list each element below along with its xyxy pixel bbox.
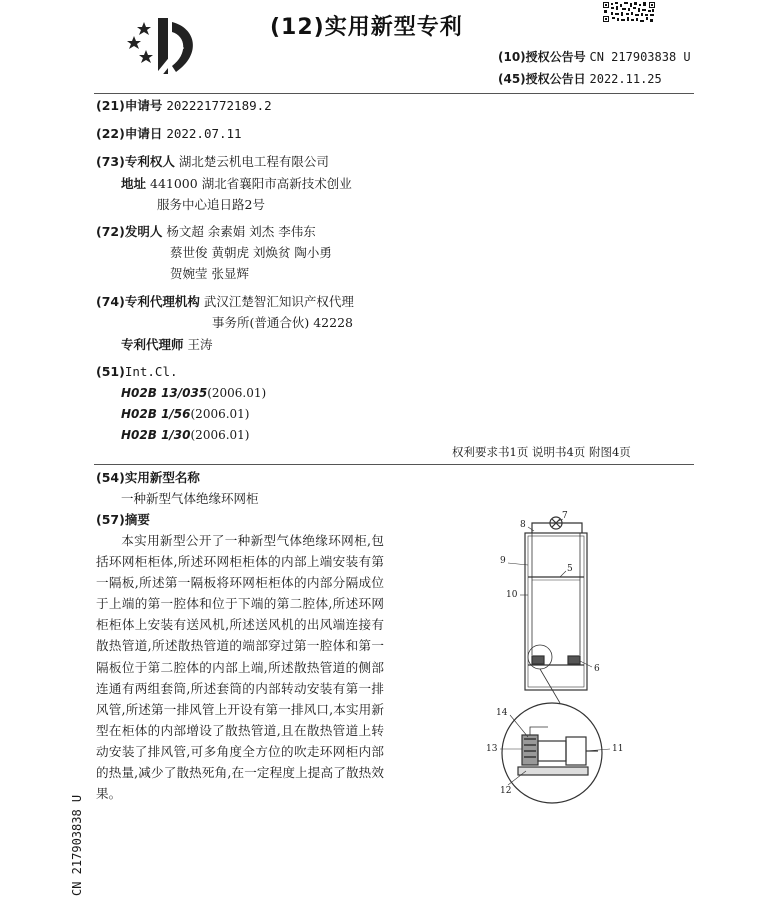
- figure-label-14: 14: [496, 708, 508, 718]
- publication-date: (45)授权公告日 2022.11.25: [498, 72, 662, 86]
- inventors: (72)发明人 杨文超 余素娟 刘杰 李伟东: [96, 224, 316, 239]
- patent-agent: 专利代理师 王涛: [121, 337, 213, 352]
- qr-code-icon: [603, 2, 655, 22]
- section-divider: [94, 464, 694, 465]
- application-date: (22)申请日 2022.07.11: [96, 126, 242, 141]
- inventors-line3: 贺婉莹 张显辉: [170, 266, 249, 281]
- figure-label-10: 10: [506, 590, 518, 600]
- figure-label-9: 9: [500, 556, 506, 566]
- figure-label-8: 8: [520, 520, 526, 530]
- document-title: (12)实用新型专利: [270, 15, 463, 40]
- abstract-figure: [470, 505, 640, 805]
- figure-label-5: 5: [567, 564, 573, 574]
- patent-holder: (73)专利权人 湖北楚云机电工程有限公司: [96, 154, 329, 169]
- side-publication-code: CN 217903838 U: [70, 794, 84, 896]
- figure-label-7: 7: [562, 511, 568, 521]
- cnipa-logo-icon: [124, 14, 210, 80]
- header-divider: [94, 93, 694, 94]
- abstract-text: 本实用新型公开了一种新型气体绝缘环网柜,包括环网柜柜体,所述环网柜柜体的内部上端安装有第一隔板,所述第一隔板将环网柜柜体的内部分隔成位于上端的第一腔体和位于下端的第二腔体,所述环网柜柜体上安装有送风机,所述送风机的出风端连接有散热管道,所述散热管道的端部穿过第一腔体和第一隔板位于第二腔体的内部上端,所述散热管道的侧部连通有两组套筒,所述套筒的内部转动安装有第一排风管,所述第一排风管上开设有第一排风口,本实用新型在柜体的内部增设了散热管道,且在散热管道上转动安装了排风管,可多角度全方位的吹走环网柜内部的热量,减少了散热死角,在一定程度上提高了散热效果。: [96, 533, 384, 802]
- invention-name: 一种新型气体绝缘环网柜: [121, 491, 259, 506]
- inventors-line2: 蔡世俊 黄朝虎 刘焕贫 陶小勇: [170, 245, 332, 260]
- patent-agency: (74)专利代理机构 武汉江楚智汇知识产权代理: [96, 294, 354, 309]
- ipc-heading: (51)Int.Cl.: [96, 364, 178, 379]
- figure-label-13: 13: [486, 744, 498, 754]
- ipc-class-3: H02B 1/30(2006.01): [121, 428, 250, 442]
- invention-name-heading: (54)实用新型名称: [96, 470, 200, 485]
- publication-number: (10)授权公告号 CN 217903838 U: [498, 50, 691, 64]
- abstract-heading: (57)摘要: [96, 512, 150, 527]
- figure-label-12: 12: [500, 786, 512, 796]
- holder-address: 地址 441000 湖北省襄阳市高新技术创业: [121, 176, 352, 191]
- patent-agency-line2: 事务所(普通合伙) 42228: [212, 315, 353, 330]
- ipc-class-2: H02B 1/56(2006.01): [121, 407, 250, 421]
- figure-label-11: 11: [612, 744, 624, 754]
- ipc-class-1: H02B 13/035(2006.01): [121, 386, 267, 400]
- page-count: 权利要求书1页 说明书4页 附图4页: [452, 445, 631, 459]
- holder-address-line2: 服务中心追日路2号: [157, 197, 265, 212]
- figure-label-6: 6: [594, 664, 600, 674]
- application-number: (21)申请号 202221772189.2: [96, 98, 272, 113]
